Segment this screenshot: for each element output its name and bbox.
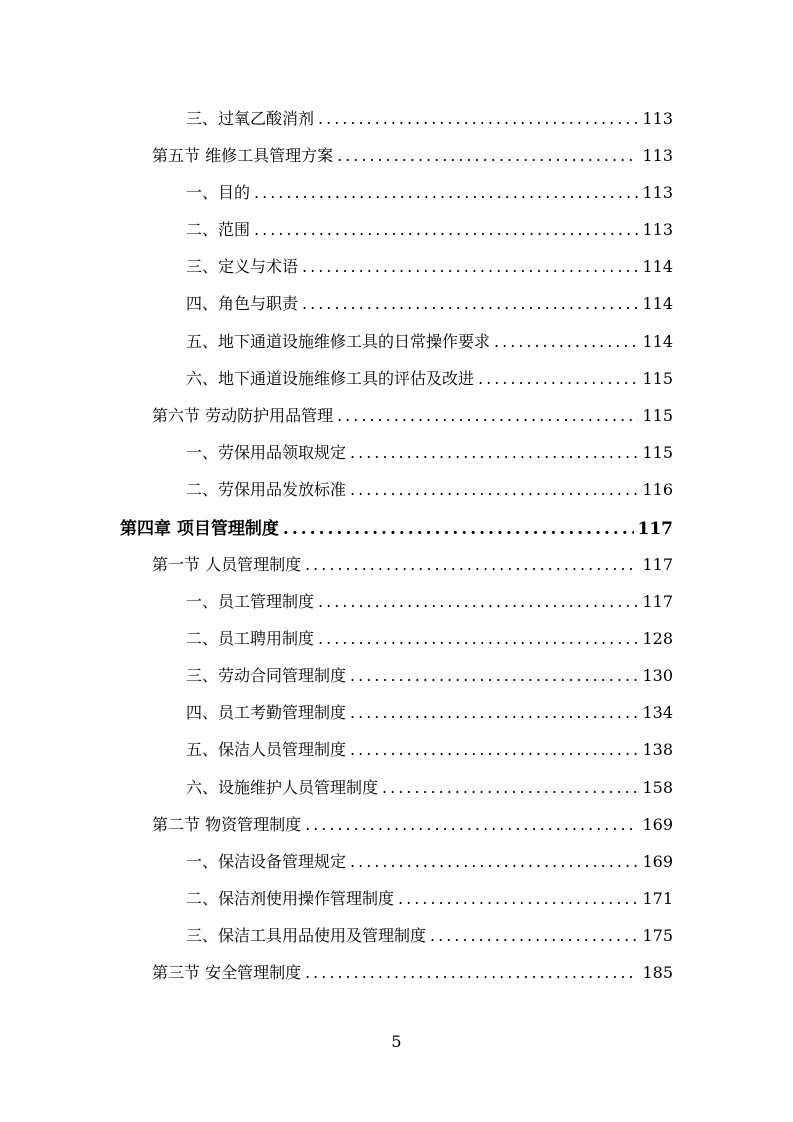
dot-leader <box>350 740 638 759</box>
dot-leader <box>494 332 638 351</box>
toc-entry[interactable] <box>152 552 673 580</box>
toc-entry-page: 169 <box>642 852 673 871</box>
toc-entry[interactable] <box>186 291 673 319</box>
toc-entry-page: 185 <box>642 963 673 982</box>
toc-entry-page: 115 <box>642 443 673 462</box>
toc-entry[interactable] <box>186 663 673 691</box>
toc-entry-title: 五、保洁人员管理制度 <box>186 740 347 759</box>
toc-entry-title: 一、保洁设备管理规定 <box>186 852 347 871</box>
toc-entry[interactable] <box>186 589 673 617</box>
toc-entry-title: 第二节 物资管理制度 <box>152 815 302 834</box>
toc-entry[interactable] <box>152 812 673 840</box>
toc-entry-page: 134 <box>642 703 673 722</box>
toc-entry-title: 一、劳保用品领取规定 <box>186 443 347 462</box>
toc-entry-title: 三、保洁工具用品使用及管理制度 <box>186 926 427 945</box>
toc-entry-title: 四、员工考勤管理制度 <box>186 703 347 722</box>
toc-entry-page: 169 <box>642 815 673 834</box>
toc-entry-page: 114 <box>642 257 673 276</box>
toc-entry-title: 四、角色与职责 <box>186 294 299 313</box>
toc-entry-title: 二、保洁剂使用操作管理制度 <box>186 889 395 908</box>
dot-leader <box>254 183 638 202</box>
toc-entry[interactable] <box>186 737 673 765</box>
toc-entry-page: 117 <box>642 592 673 611</box>
dot-leader <box>350 443 638 462</box>
dot-leader <box>302 257 638 276</box>
toc-entry[interactable] <box>186 923 673 951</box>
toc-entry-page: 114 <box>642 332 673 351</box>
toc-entry-page: 113 <box>642 220 673 239</box>
toc-entry-page: 116 <box>642 480 673 499</box>
toc-entry[interactable] <box>186 849 673 877</box>
dot-leader <box>318 629 638 648</box>
dot-leader <box>350 480 638 499</box>
toc-entry-title: 二、劳保用品发放标准 <box>186 480 347 499</box>
toc-entry[interactable] <box>186 700 673 728</box>
dot-leader <box>305 555 638 574</box>
toc-entry-page: 113 <box>642 146 673 165</box>
toc-entry-page: 130 <box>642 666 673 685</box>
toc-entry-title: 三、过氧乙酸消剂 <box>186 109 315 128</box>
toc-entry-page: 175 <box>642 926 673 945</box>
toc-entry-page: 113 <box>642 183 673 202</box>
toc-entry-title: 三、定义与术语 <box>186 257 299 276</box>
dot-leader <box>478 369 638 388</box>
dot-leader <box>302 294 638 313</box>
toc-entry-title: 第四章 项目管理制度 <box>120 519 279 539</box>
toc-entry-title: 三、劳动合同管理制度 <box>186 666 347 685</box>
toc-entry-title: 六、设施维护人员管理制度 <box>186 778 379 797</box>
dot-leader <box>337 406 638 425</box>
dot-leader <box>337 146 638 165</box>
toc-entry[interactable] <box>186 180 673 208</box>
toc-entry[interactable] <box>186 477 673 505</box>
dot-leader <box>318 109 638 128</box>
toc-entry[interactable] <box>186 329 673 357</box>
toc-entry[interactable] <box>186 217 673 245</box>
dot-leader <box>350 666 638 685</box>
dot-leader <box>382 778 638 797</box>
toc-entry-page: 117 <box>642 555 673 574</box>
toc-entry[interactable] <box>186 440 673 468</box>
toc-entry[interactable] <box>152 403 673 431</box>
toc-entry-title: 第六节 劳动防护用品管理 <box>152 406 334 425</box>
toc-entry-title: 二、范围 <box>186 220 251 239</box>
toc-entry-page: 113 <box>642 109 673 128</box>
dot-leader <box>283 519 634 539</box>
toc-entry-title: 第五节 维修工具管理方案 <box>152 146 334 165</box>
toc-entry-page: 115 <box>642 406 673 425</box>
dot-leader <box>318 592 638 611</box>
toc-entry[interactable] <box>186 626 673 654</box>
toc-entry[interactable] <box>186 886 673 914</box>
toc-entry-page: 117 <box>637 519 673 539</box>
toc-entry-page: 138 <box>642 740 673 759</box>
toc-entry[interactable] <box>186 366 673 394</box>
toc-entry[interactable] <box>186 106 673 134</box>
toc-entry-title: 二、员工聘用制度 <box>186 629 315 648</box>
dot-leader <box>305 815 638 834</box>
toc-entry-page: 171 <box>642 889 673 908</box>
dot-leader <box>430 926 638 945</box>
toc-entry-title: 五、地下通道设施维修工具的日常操作要求 <box>186 332 491 351</box>
dot-leader <box>305 963 638 982</box>
toc-entry[interactable] <box>186 775 673 803</box>
toc-chapter-entry[interactable] <box>120 514 673 542</box>
toc-entry[interactable] <box>152 143 673 171</box>
page-number: 5 <box>391 1032 402 1051</box>
toc-entry-page: 115 <box>642 369 673 388</box>
toc-entry[interactable] <box>186 254 673 282</box>
dot-leader <box>350 852 638 871</box>
dot-leader <box>350 703 638 722</box>
toc-entry-page: 114 <box>642 294 673 313</box>
toc-entry-title: 一、目的 <box>186 183 251 202</box>
toc-entry-title: 一、员工管理制度 <box>186 592 315 611</box>
toc-entry-title: 第三节 安全管理制度 <box>152 963 302 982</box>
toc-entry-page: 128 <box>642 629 673 648</box>
dot-leader <box>254 220 638 239</box>
dot-leader <box>398 889 638 908</box>
toc-entry-title: 第一节 人员管理制度 <box>152 555 302 574</box>
toc-entry-page: 158 <box>642 778 673 797</box>
toc-entry-title: 六、地下通道设施维修工具的评估及改进 <box>186 369 475 388</box>
toc-entry[interactable] <box>152 960 673 988</box>
